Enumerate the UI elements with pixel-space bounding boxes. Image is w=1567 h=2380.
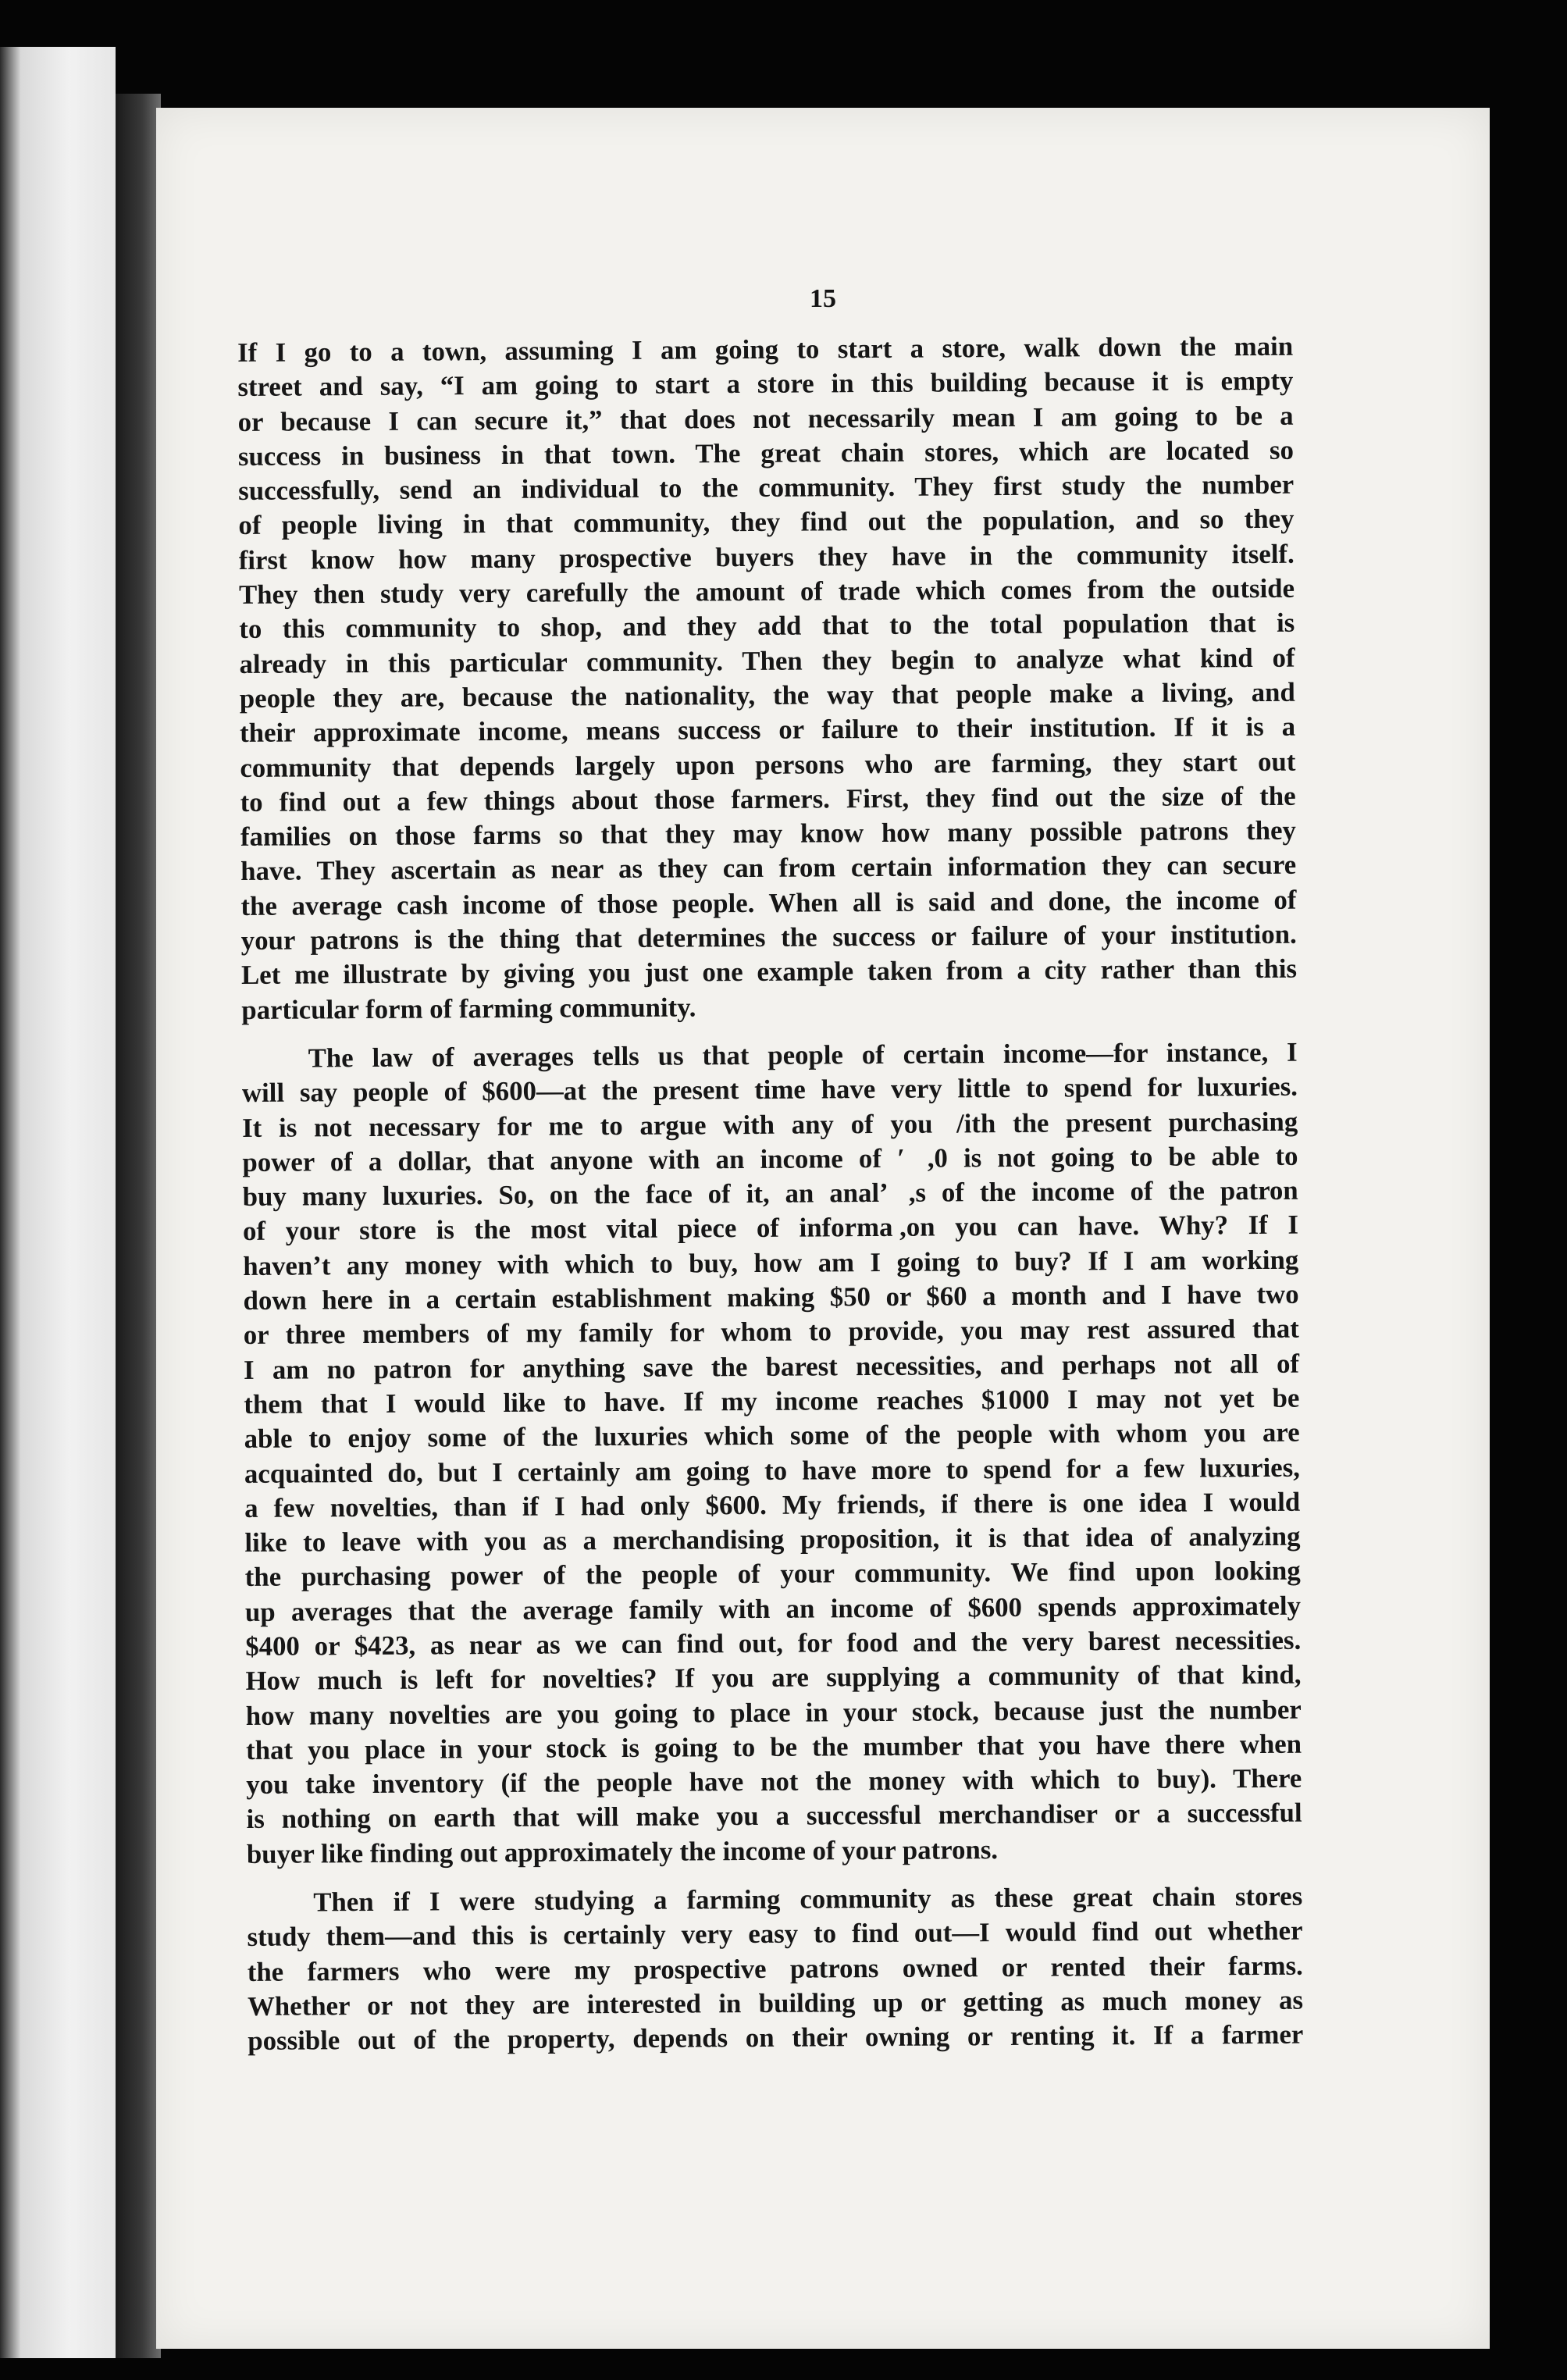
text-line: power of a dollar, that anyone with an income of ′ ,0 is not going to be able to [242,1140,1298,1178]
text-line: successfully, send an individual to the community. They first study the number [238,469,1295,507]
text-line: is nothing on earth that will make you a successful merchandiser or a successful [246,1797,1302,1835]
text-line: first know how many prospective buyers they have in the community itself. [238,538,1295,575]
text-line: If I go to a town, assuming I am going to start a store, walk down the main [237,330,1294,368]
text-line: They then study very carefully the amount of trade which comes from the outside [238,572,1295,611]
text-line: of your store is the most vital piece of informa ,on you can have. Why? If I [242,1210,1299,1247]
text-line: I am no patron for anything save the barest necessities, and perhaps not all of [243,1348,1300,1385]
text-line: their approximate income, means success or failure to their institution. If it is a [239,711,1296,749]
text-line: or three members of my family for whom to provide, you may rest assured that [243,1313,1299,1351]
text-line: particular form of farming community. [241,992,696,1025]
text-line: people they are, because the nationality, the way that people make a living, and [239,676,1295,714]
book-page [156,108,1490,2349]
text-line: to find out a few things about those farmers. First, they find out the size of the [240,780,1296,818]
text-line: able to enjoy some of the luxuries which some of the people with whom you are [244,1416,1300,1455]
text-line: buy many luxuries. So, on the face of it, an anal’ ,s of the income of the patron [242,1174,1298,1213]
text-line: haven’t any money with which to buy, how am I going to buy? If I am working [243,1244,1299,1281]
page-gutter-shadow [116,94,161,2358]
text-line: Then if I were studying a farming community as these great chain stores [313,1880,1303,1918]
page-number: 15 [810,284,836,313]
text-line: The law of averages tells us that people of certain income—for instance, I [308,1036,1298,1074]
text-line: Let me illustrate by giving you just one example taken from a city rather than this [240,953,1298,991]
text-line: to this community to shop, and they add that to the total population that is [239,607,1295,645]
text-line: families on those farms so that they may know how many possible patrons they [240,814,1297,853]
text-line: already in this particular community. Then they begin to analyze what kind of [239,642,1295,679]
text-line: acquainted do, but I certainly am going to have more to spend for a few luxuries, [244,1452,1300,1489]
adjacent-page-edge [0,47,116,2358]
text-line: How much is left for novelties? If you are supplying a community of that kind, [245,1659,1302,1697]
text-line: your patrons is the thing that determines the success or failure of your institution. [240,918,1297,957]
text-line: community that depends largely upon persons who are farming, they start out [240,746,1296,783]
text-line: It is not necessary for me to argue with any of you /ith the present purchasing [242,1106,1298,1143]
text-line: you take inventory (if the people have not the money with which to buy). There [246,1762,1302,1801]
text-line: like to leave with you as a merchandising proposition, it is that idea of analyzing [244,1520,1301,1559]
text-line: that you place in your stock is going to be the mumber that you have there when [245,1728,1302,1765]
text-line: Whether or not they are interested in building up or getting as much money as [247,1984,1304,2022]
text-line: up averages that the average family with an income of $600 spends approximately [244,1590,1302,1627]
text-line: will say people of $600—at the present time have very little to spend for luxuries. [241,1071,1298,1109]
text-line: or because I can secure it,” that does not necessarily mean I am going to be a [237,400,1294,437]
text-line: $400 or $423, as near as we can find out, for food and the very barest necessities. [245,1624,1302,1662]
text-line: possible out of the property, depends on their owning or renting it. If a farmer [248,2018,1304,2057]
text-line: down here in a certain establishment making $50 or $60 a month and I have two [243,1278,1299,1316]
text-line: the purchasing power of the people of your community. We find upon looking [244,1555,1301,1593]
text-line: a few novelties, than if I had only $600. My friends, if there is one idea I would [244,1486,1301,1523]
text-line: buyer like finding out approximately the income of your patrons. [246,1833,999,1869]
body-text [237,330,1305,2288]
text-line: the average cash income of those people. When all is said and done, the income of [240,884,1297,921]
text-line: success in business in that town. The great chain stores, which are located so [237,434,1295,472]
text-line: the farmers who were my prospective patrons owned or rented their farms. [247,1950,1303,1987]
text-line: of people living in that community, they find out the population, and so they [238,504,1295,541]
text-line: street and say, “I am going to start a store in this building because it is empty [237,365,1294,403]
text-line: them that I would like to have. If my income reaches $1000 I may not yet be [244,1382,1300,1420]
text-line: how many novelties are you going to place in your stock, because just the number [245,1694,1302,1731]
text-line: study them—and this is certainly very easy to find out—I would find out whether [247,1915,1303,1953]
text-line: have. They ascertain as near as they can from certain information they can secure [240,850,1297,887]
